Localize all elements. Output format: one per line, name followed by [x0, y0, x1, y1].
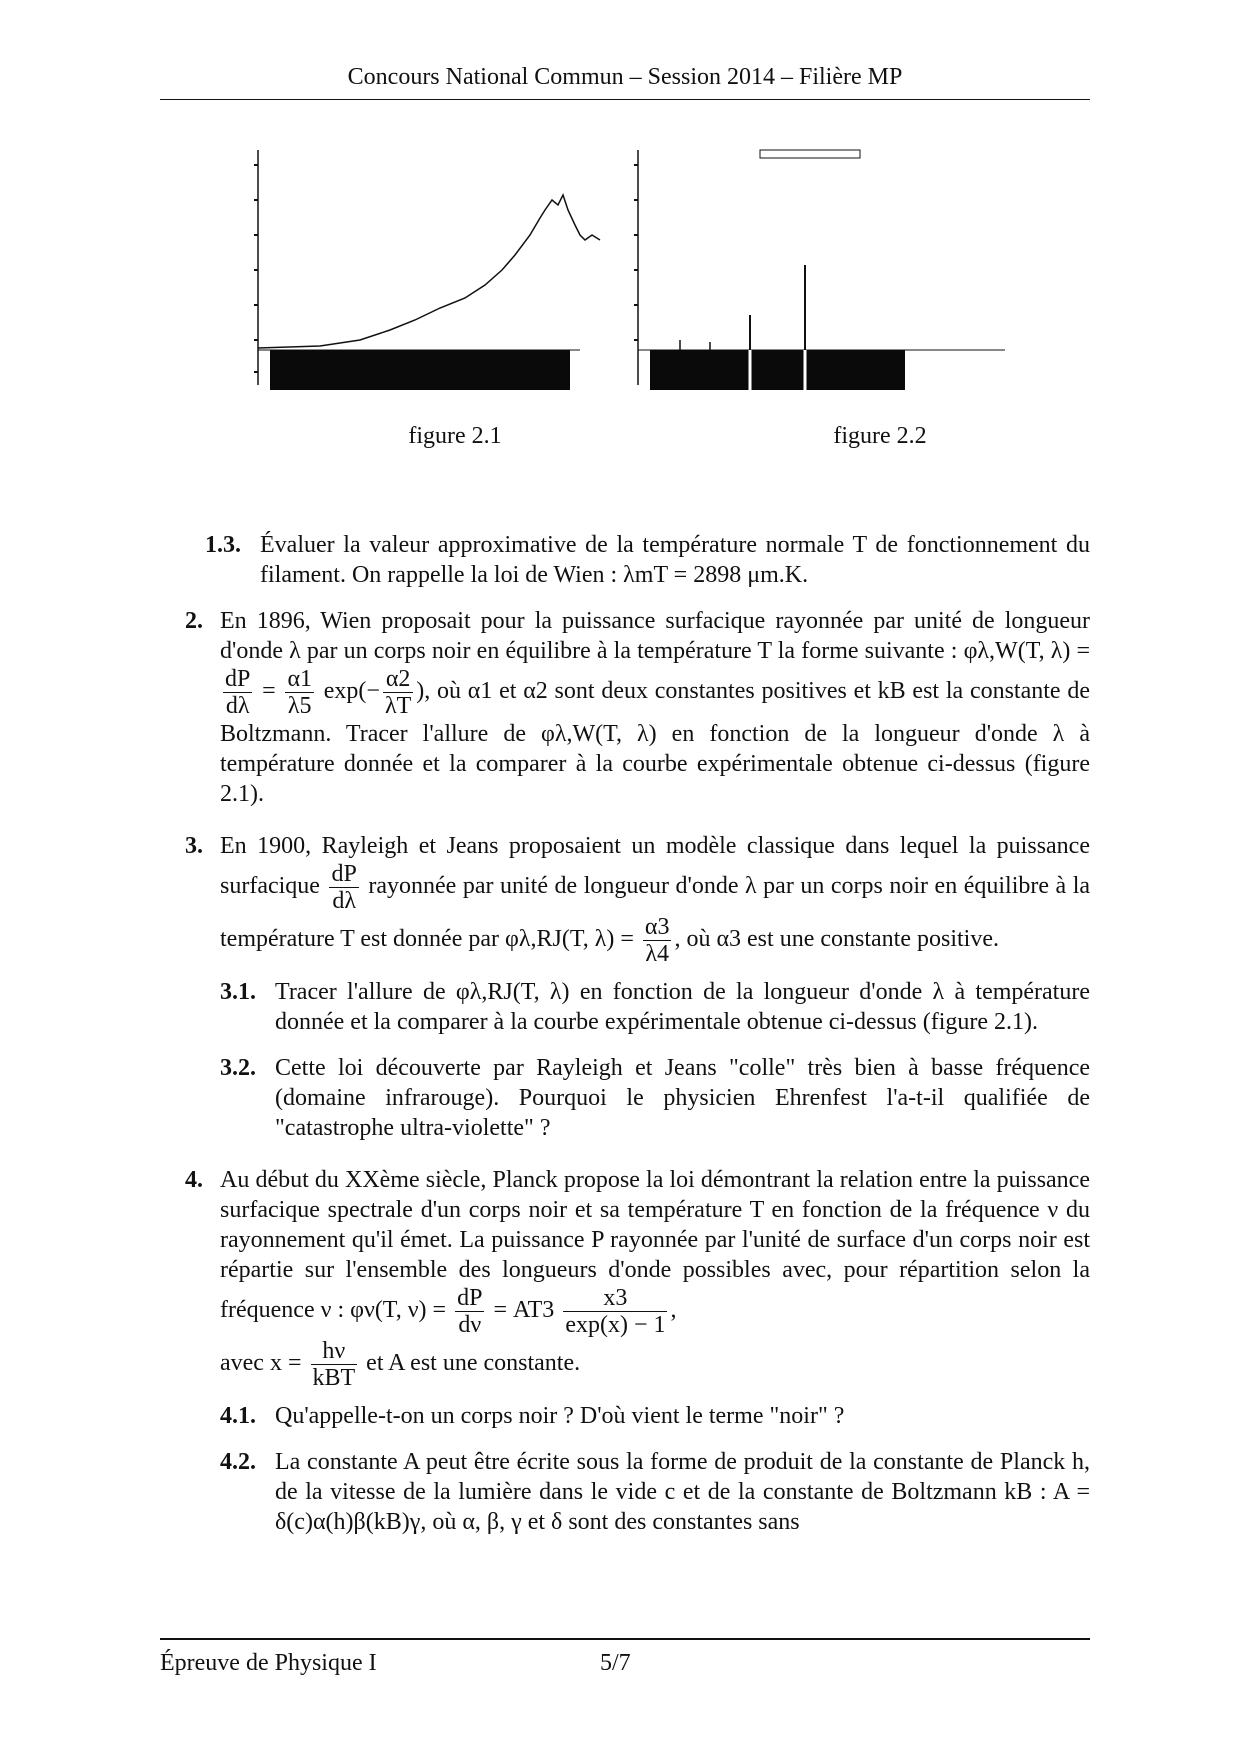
figure-2-1 [240, 140, 620, 400]
question-4-2 [220, 1447, 1090, 1537]
fraction: $\frac{x3}{\exp(x) - 1}$ [565, 1285, 666, 1338]
fraction: $\frac{dP}{d\lambda}$ [331, 861, 357, 914]
question-2: 2. En 1896, Wien proposait pour la puissance surfacique rayonnée par unité de longueur d'onde λ par un corps noir en équilibre à la température T la forme suivante : φλ,W(T, λ) = $\frac{dP}{d\lambda}$ = $\frac{\alpha 1}{\lambda 5}$ exp(− $\frac{\alpha 2}{\lambda T}$ ), où α1 et α2 sont deux constantes positives et kB est la constante de Boltzmann. Tracer l'allure de φλ,W(T, λ) en fonction de la longueur d'onde λ à température donnée et la comparer à la courbe expérimentale obtenue ci-dessus (figure 2.1). [185, 608, 1090, 807]
page-content [185, 520, 1090, 1559]
question-4-1 [220, 1401, 1090, 1431]
question-number: 4.1. [220, 1403, 256, 1429]
formula-lhs: φλ,W(T, λ) = [963, 638, 1090, 664]
figure-2-2 [620, 140, 1010, 400]
question-number: 3. [185, 833, 203, 859]
fraction: $\frac{dP}{d\lambda}$ [225, 666, 251, 719]
question-text: En 1896, Wien proposait pour la puissance surfacique rayonnée par unité de longueur d'onde λ par un corps noir en équilibre à la température T la forme suivante : [220, 608, 1090, 664]
page-footer [160, 1638, 1090, 1676]
figures-area [270, 140, 1110, 520]
header-title: Concours National Commun – Session 2014 – Filière MP [347, 64, 903, 90]
question-text: rayonnée par unité de longueur d'onde λ par un corps noir en équilibre à la température T est donnée par φλ,RJ(T, λ) = [220, 873, 1091, 953]
fraction: $\frac{dP}{d\nu}$ [457, 1285, 483, 1338]
fraction: $\frac{\alpha 2}{\lambda T}$ [384, 666, 412, 719]
question-number: 4.2. [220, 1449, 256, 1475]
question-number: 2. [185, 608, 203, 634]
question-text: , où α3 est une constante positive. [674, 926, 999, 953]
question-text: La constante A peut être écrite sous la forme de produit de la constante de Planck h, de la vitesse de la lumière dans le vide c et de la constante de Boltzmann kB : A = δ(c)α(h)β(kB)γ, où α, β, γ et δ sont des constantes sans [275, 1449, 1090, 1535]
footer-exam-title: Épreuve de Physique I [160, 1650, 377, 1676]
fraction: $\frac{h\nu}{\text{kBT}}$ [312, 1338, 356, 1391]
question-number: 3.1. [220, 979, 256, 1005]
question-text: Tracer l'allure de φλ,RJ(T, λ) en fonction de la longueur d'onde λ à température donnée et la comparer à la courbe expérimentale obtenue ci-dessus (figure 2.1). [275, 979, 1090, 1035]
question-number: 1.3. [205, 532, 241, 558]
question-text: Qu'appelle-t-on un corps noir ? D'où vient le terme "noir" ? [275, 1403, 845, 1429]
continuous-spectrum-plot [240, 140, 620, 400]
page-header [160, 64, 1090, 100]
question-4: 4. Au début du XXème siècle, Planck propose la loi démontrant la relation entre la puissance surfacique spectrale d'un corps noir et sa température T en fonction de la fréquence ν du rayonnement qu'il émet. La puissance P rayonnée par l'unité de surface d'un corps noir est répartie sur l'ensemble des longueurs d'onde possibles avec, pour répartition selon la fréquence ν : φν(T, ν) = $\frac{dP}{d\nu}$ = AT3 $\frac{x3}{\exp(x) - 1}$ , avec x = $\frac{h\nu}{\text{kBT}}$ et A est une constante. 4.1. Qu'appelle-t-on un corps noir ? D'où vient le terme "noir" ? 4.2. La constante A peut être écrite sous la forme de produit de la constante de Planck h, de la vitesse de la lumière dans le vide c et de la constante de Boltzmann kB : A = δ(c)α(h)β(kB)γ, où α, β, γ et δ sont des constantes sans [185, 1167, 1090, 1535]
question-text: ), où α1 et α2 sont deux constantes positives et kB est la constante de Boltzmann. Tracer l'allure de φλ,W(T, λ) en fonction de la longueur d'onde λ à température donnée et la comparer à la courbe expérimentale obtenue ci-dessus (figure 2.1). [220, 678, 1090, 807]
line-spectrum-plot [620, 140, 1010, 400]
formula-line: avec x = $\frac{h\nu}{\text{kBT}}$ et A est une constante. [220, 1338, 581, 1391]
spectrum-curve [258, 195, 600, 348]
question-3-1 [220, 977, 1090, 1037]
question-text: Cette loi découverte par Rayleigh et Jeans "colle" très bien à basse fréquence (domaine infrarouge). Pourquoi le physicien Ehrenfest l'a-t-il qualifiée de "catastrophe ultra-violette" ? [275, 1055, 1090, 1141]
black-band [650, 350, 905, 390]
fraction: $\frac{\alpha 1}{\lambda 5}$ [287, 666, 313, 719]
figure-caption: figure 2.1 [408, 423, 502, 449]
black-band [270, 350, 570, 390]
question-text: Au début du XXème siècle, Planck propose la loi démontrant la relation entre la puissance surfacique spectrale d'un corps noir et sa température T en fonction de la fréquence ν du rayonnement qu'il émet. La puissance P rayonnée par l'unité de surface d'un corps noir est répartie sur l'ensemble des longueurs d'onde possibles avec, pour répartition selon la fréquence ν : φν(T, ν) = [220, 1167, 1090, 1324]
figure-caption: figure 2.2 [833, 423, 927, 449]
question-text: En 1900, Rayleigh et Jeans proposaient un modèle classique dans lequel la puissance surfacique [220, 833, 1090, 900]
page-number: 5/7 [600, 1650, 631, 1676]
question-number: 4. [185, 1167, 203, 1193]
fraction: $\frac{\alpha 3}{\lambda 4}$ [644, 914, 670, 967]
question-1-3 [205, 530, 1090, 590]
question-number: 3.2. [220, 1055, 256, 1081]
question-text: Évaluer la valeur approximative de la température normale T de fonctionnement du filament. On rappelle la loi de Wien : λmT = 2898 μm.K. [260, 532, 1090, 588]
question-3 [185, 831, 1090, 1143]
question-3-2 [220, 1053, 1090, 1143]
